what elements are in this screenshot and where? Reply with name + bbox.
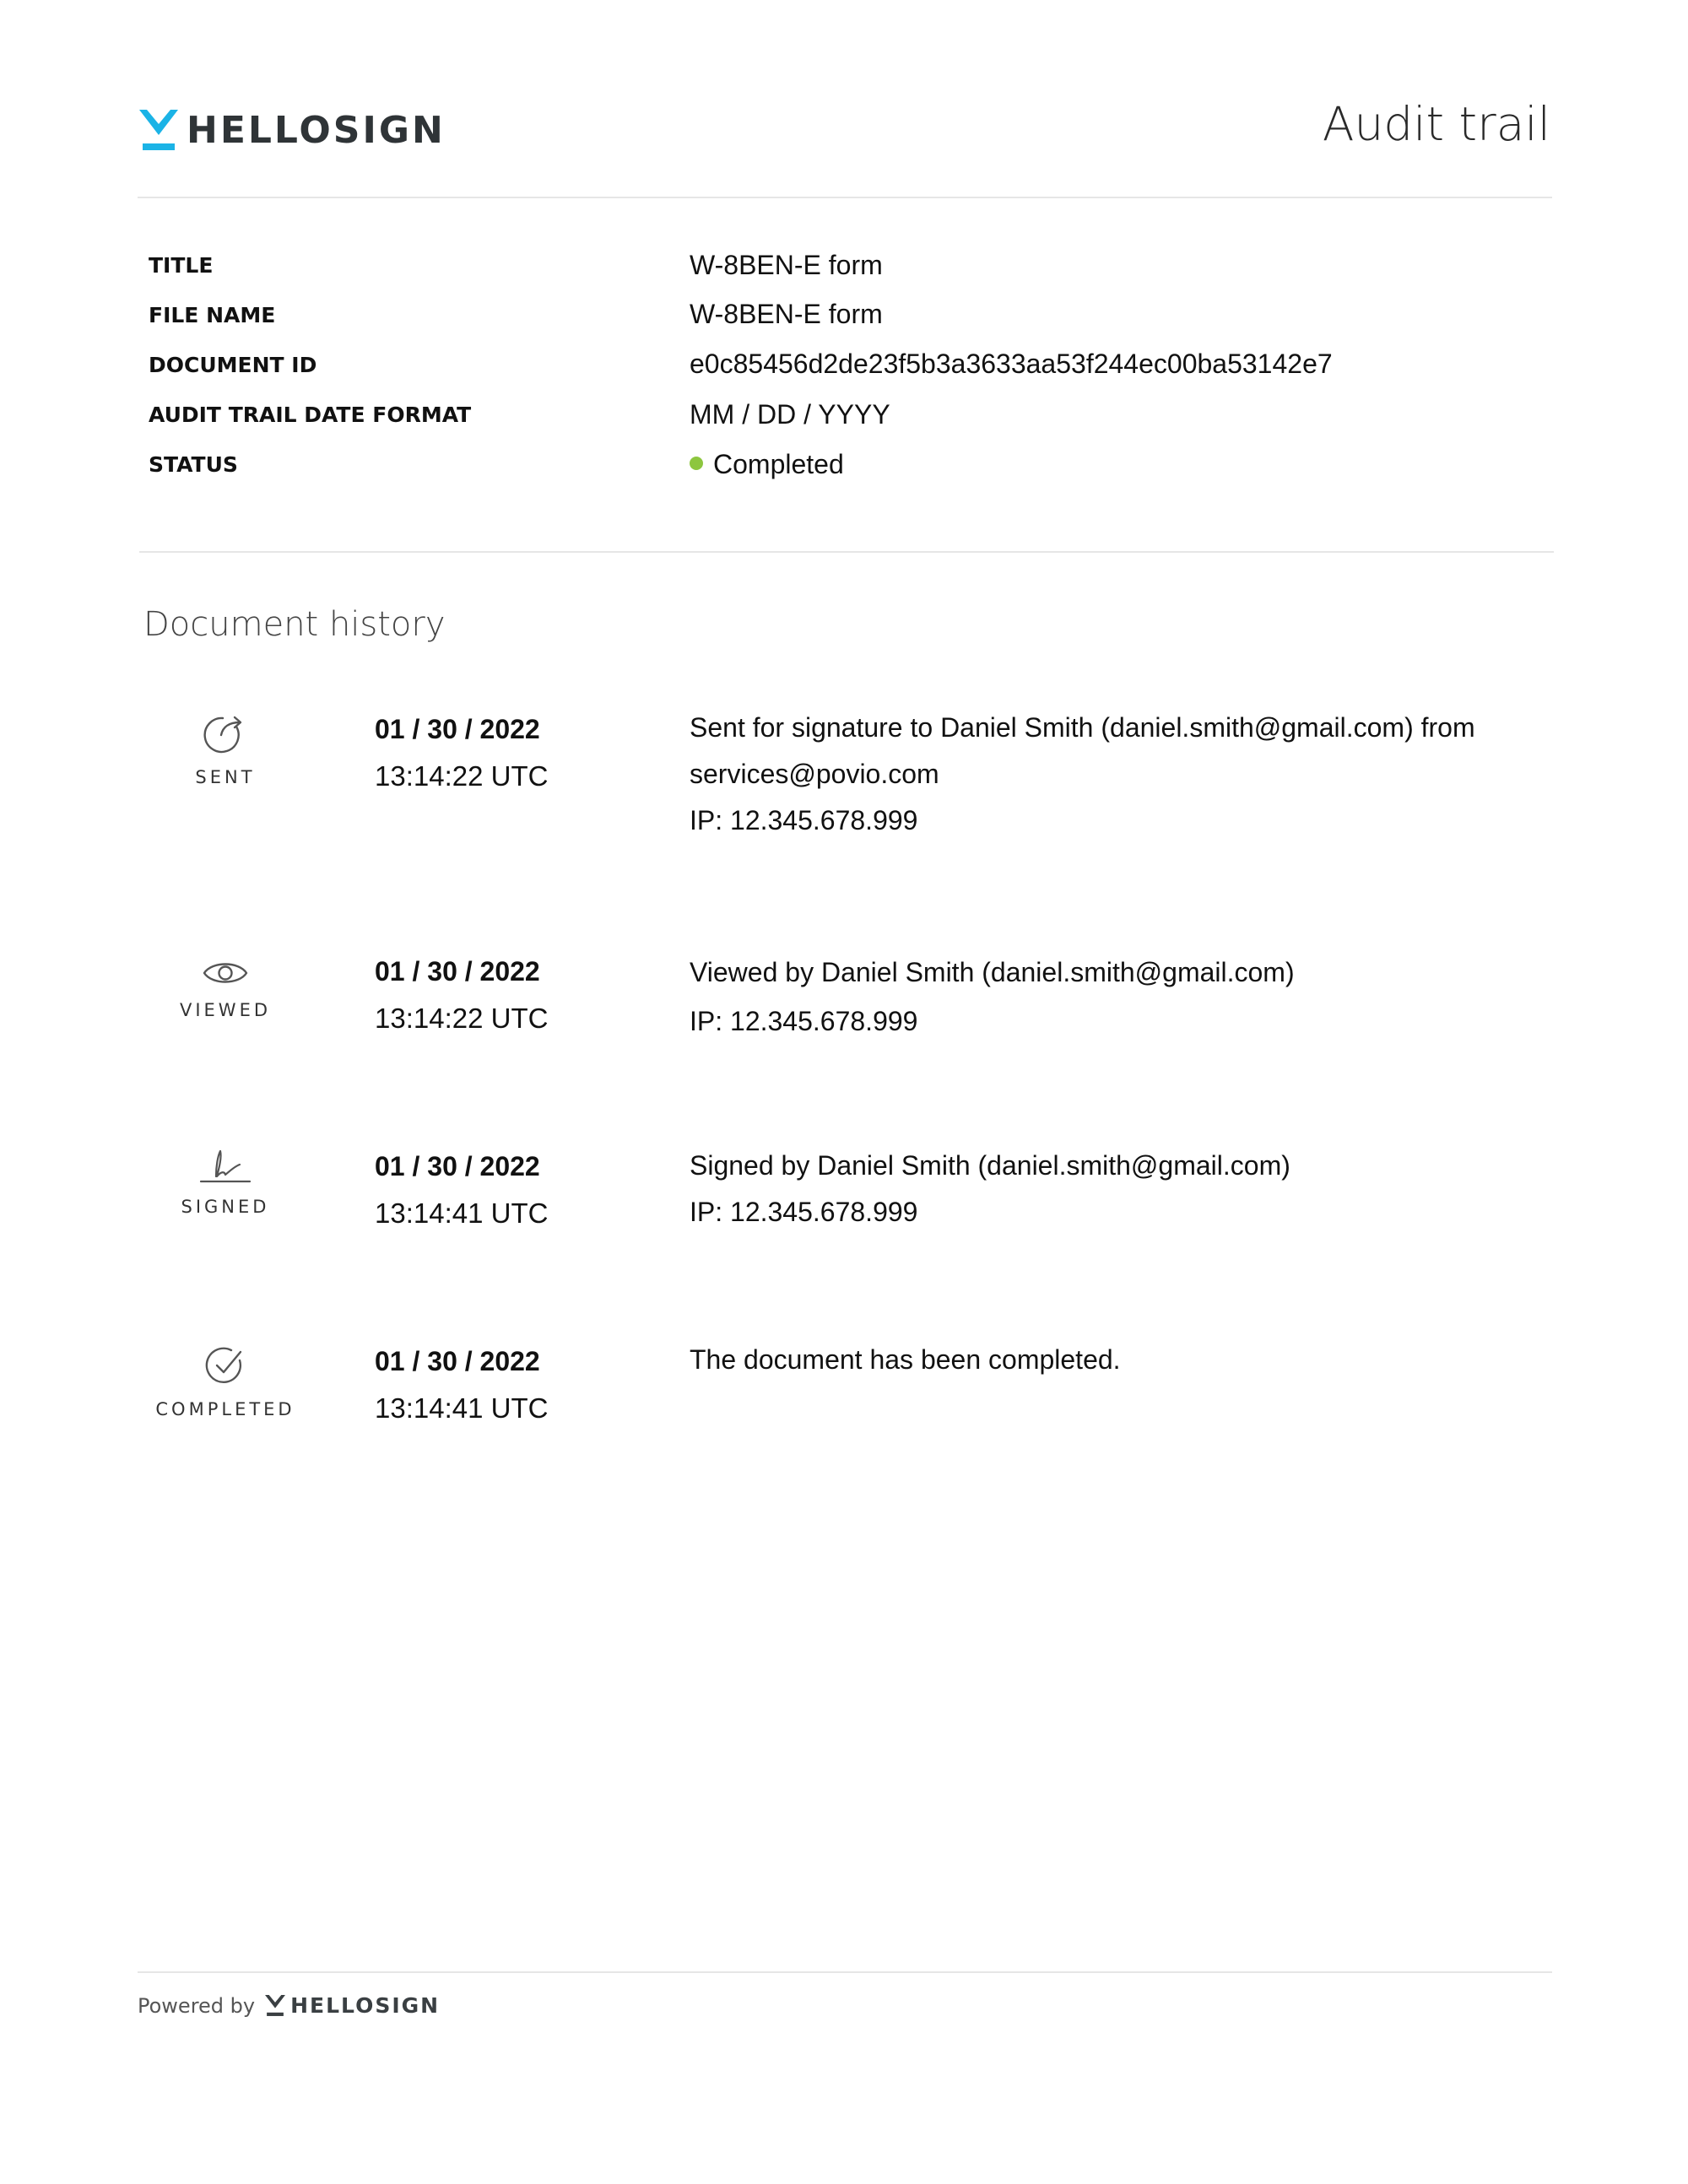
hellosign-footer-logo-icon: [265, 1995, 285, 2017]
hellosign-logo-icon: [139, 110, 178, 152]
sent-arrow-icon: [203, 711, 248, 757]
hellosign-footer-wordmark: HELLOSIGN: [290, 1993, 441, 2018]
event-viewed-badge: [99, 956, 352, 1019]
header-divider: [138, 197, 1552, 198]
event-sent-line-3: IP: 12.345.678.999: [690, 805, 918, 835]
footer: [138, 1993, 440, 2018]
event-completed-label: COMPLETED: [155, 1399, 295, 1419]
check-circle-icon: [203, 1343, 248, 1389]
meta-label-date-format: AUDIT TRAIL DATE FORMAT: [149, 403, 472, 427]
hellosign-logo: [139, 110, 446, 152]
event-completed-line-1: The document has been completed.: [690, 1344, 1121, 1375]
event-sent-line-2: services@povio.com: [690, 759, 939, 789]
event-signed-time: 13:14:41 UTC: [375, 1197, 549, 1229]
event-signed-date: 01 / 30 / 2022: [375, 1151, 540, 1181]
event-signed-badge: [99, 1148, 352, 1216]
event-signed-line-2: IP: 12.345.678.999: [690, 1197, 918, 1227]
event-completed-description: [690, 1337, 1534, 1383]
meta-value-status: [690, 451, 844, 478]
eye-icon: [202, 956, 249, 990]
event-sent-date: 01 / 30 / 2022: [375, 714, 540, 744]
metadata-divider: [139, 551, 1554, 553]
event-completed-time: 13:14:41 UTC: [375, 1392, 549, 1424]
meta-value-title: W-8BEN-E form: [690, 250, 883, 280]
status-dot: [690, 457, 703, 470]
meta-label-title: TITLE: [149, 253, 214, 278]
meta-label-file-name: FILE NAME: [149, 303, 276, 327]
event-sent-time: 13:14:22 UTC: [375, 760, 549, 792]
event-viewed-label: VIEWED: [179, 1000, 272, 1020]
meta-label-document-id: DOCUMENT ID: [149, 353, 317, 377]
event-sent-label: SENT: [195, 767, 256, 787]
powered-by-text: Powered by: [138, 1993, 256, 2018]
event-viewed-line-2: IP: 12.345.678.999: [690, 1006, 918, 1036]
document-history-title: Document history: [143, 605, 446, 644]
meta-label-status: STATUS: [149, 452, 238, 477]
meta-value-file-name: W-8BEN-E form: [690, 299, 883, 329]
status-text: Completed: [713, 449, 844, 479]
event-viewed-description: [690, 948, 1534, 1046]
meta-value-document-id: e0c85456d2de23f5b3a3633aa53f244ec00ba53142e7: [690, 349, 1333, 379]
event-sent-line-1: Sent for signature to Daniel Smith (daniel.smith@gmail.com) from: [690, 712, 1475, 743]
page-title: Audit trail: [1322, 97, 1550, 151]
meta-value-date-format: MM / DD / YYYY: [690, 399, 890, 430]
event-completed-badge: [99, 1343, 352, 1419]
hellosign-wordmark: HELLOSIGN: [187, 109, 446, 152]
event-sent-badge: [99, 711, 352, 787]
event-signed-line-1: Signed by Daniel Smith (daniel.smith@gmail.com): [690, 1150, 1290, 1181]
footer-divider: [138, 1971, 1552, 1973]
event-viewed-date: 01 / 30 / 2022: [375, 956, 540, 987]
signature-icon: [197, 1148, 253, 1187]
event-sent-description: [690, 705, 1534, 844]
event-signed-description: [690, 1143, 1534, 1235]
event-signed-label: SIGNED: [181, 1197, 270, 1217]
event-viewed-line-1: Viewed by Daniel Smith (daniel.smith@gmail.com): [690, 957, 1295, 987]
event-completed-date: 01 / 30 / 2022: [375, 1346, 540, 1376]
event-viewed-time: 13:14:22 UTC: [375, 1003, 549, 1034]
